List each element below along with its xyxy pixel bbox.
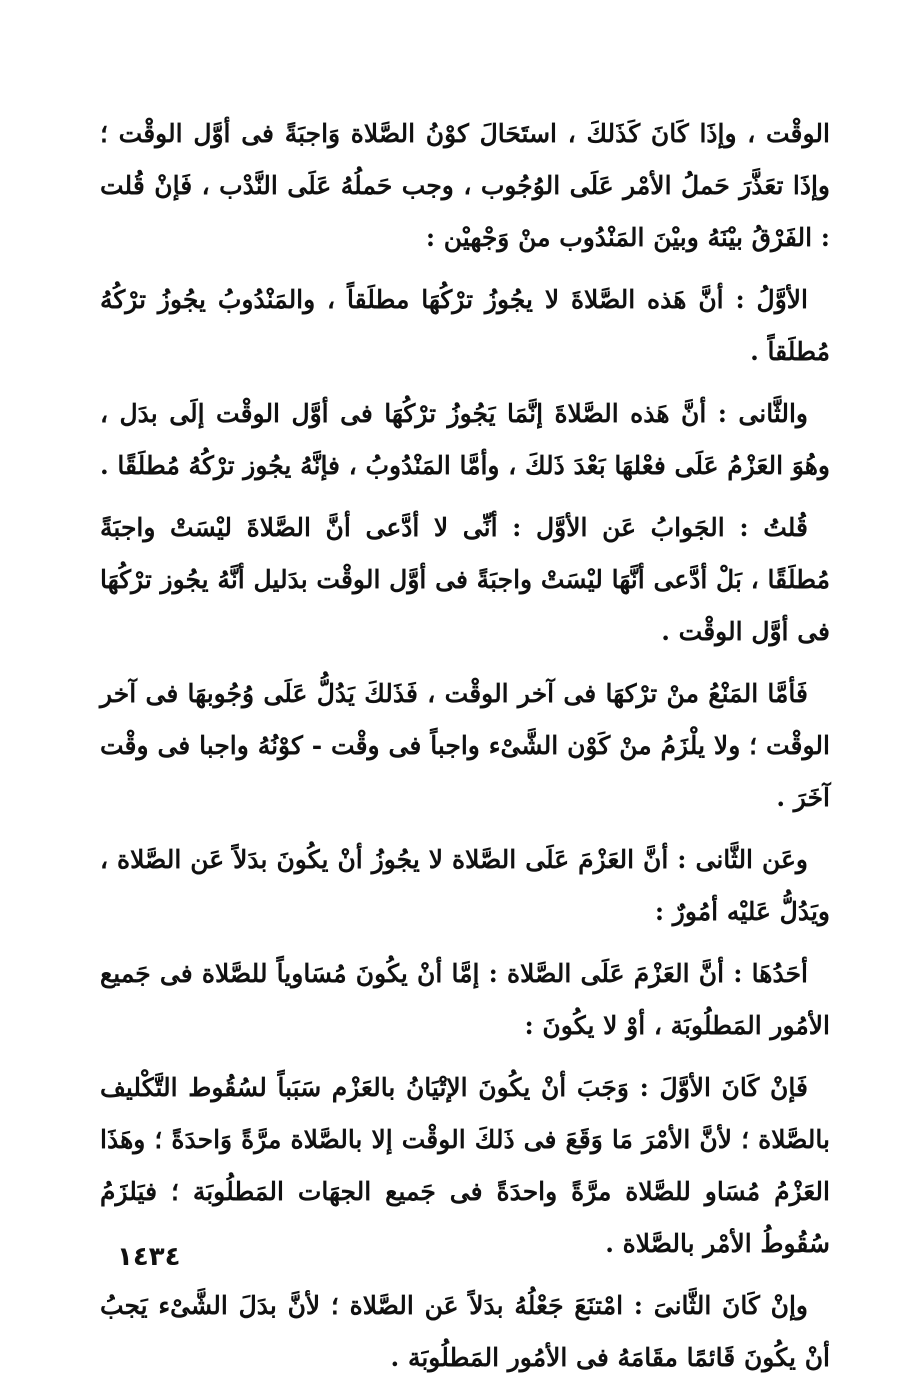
paragraph-first-point: الأوَّلُ : أنَّ هَذه الصَّلاةَ لا يجُوزُ ترْكُهَا مطلَقاً ، والمَنْدُوبُ يجُوزُ ترْكُهُ مُطلَقاً . [100,285,830,366]
paragraph-continuation: الوقْت ، وإذَا كَانَ كَذَلكَ ، استَحَالَ كوْنُ الصَّلاة وَاجبَةً فى أوَّل الوقْت ؛ وإذَا تعَذَّرَ حَملُ الأمْر عَلَى الوُجُوب ، وجب حَملُهُ عَلَى النَّدْب ، فَإنْ قُلت : الفَرْقُ بيْنَهُ وبيْنَ المَنْدُوب منْ وَجْهيْن : [100,119,830,252]
paragraph-answer-first: قُلتُ : الجَوابُ عَن الأوَّل : أنِّى لا أدَّعى أنَّ الصَّلاةَ ليْسَتْ واجبَةً مُطلَقًا ، بَلْ أدَّعى أنَّهَا ليْسَتْ واجبَةً فى أوَّل الوقْت بدَليل أنَّهُ يجُوز ترْكُهَا فى أوَّل الوقْت . [100,513,830,646]
page-number: ١٤٣٤ [117,1242,181,1272]
paragraph-first-of-them: أحَدُهَا : أنَّ العَزْمَ عَلَى الصَّلاة : إمَّا أنْ يكُونَ مُسَاوياً للصَّلاة فى جَميع الأمُور المَطلُوبَة ، أوْ لا يكُونَ : [100,959,830,1040]
paragraph-if-second: وإنْ كَانَ الثَّانىَ : امْتنَعَ جَعْلُهُ بدَلاً عَن الصَّلاة ؛ لأنَّ بدَلَ الشَّىْء يَجبُ أنْ يكُونَ قَائمًا مقَامَهُ فى الأمُور المَطلُوبَة . [100,1291,830,1372]
body-text [100,108,830,1394]
paragraph-prohibition: فَأمَّا المَنْعُ منْ ترْكهَا فى آخر الوقْت ، فَذَلكَ يَدُلُّ عَلَى وُجُوبهَا فى آخر الوقْت ؛ ولا يلْزَمُ منْ كَوْن الشَّىْء واجباً فى وقْت - كوْنُهُ واجبا فى وقْت آخَرَ . [100,679,830,812]
paragraph-answer-second: وعَن الثَّانى : أنَّ العَزْمَ عَلَى الصَّلاة لا يجُوزُ أنْ يكُونَ بدَلاً عَن الصَّلاة ، ويَدُلُّ عَليْه أمُورٌ : [100,845,830,926]
paragraph-second-point: والثَّانى : أنَّ هَذه الصَّلاةَ إنَّمَا يَجُوزُ ترْكُهَا فى أوَّل الوقْت إلَى بدَل ، وهُوَ العَزْمُ عَلَى فعْلهَا بَعْدَ ذَلكَ ، وأمَّا المَنْدُوبُ ، فإنَّهُ يجُوز ترْكُهُ مُطلَقًا . [99,399,830,480]
paragraph-if-first: فَإنْ كَانَ الأوَّلَ : وَجَبَ أنْ يكُونَ الإتْيَانُ بالعَزْم سَبَباً لسُقُوط التَّكْليف بالصَّلاة ؛ لأنَّ الأمْرَ مَا وَقَعَ فى ذَلكَ الوقْت إلا بالصَّلاة مرَّةً وَاحدَةً ؛ وهَذَا العَزْمُ مُسَاو للصَّلاة مرَّةً واحدَةً فى جَميع الجهَات المَطلُوبَة ؛ فيَلزَمُ سُقُوطُ الأمْر بالصَّلاة . [100,1073,830,1258]
